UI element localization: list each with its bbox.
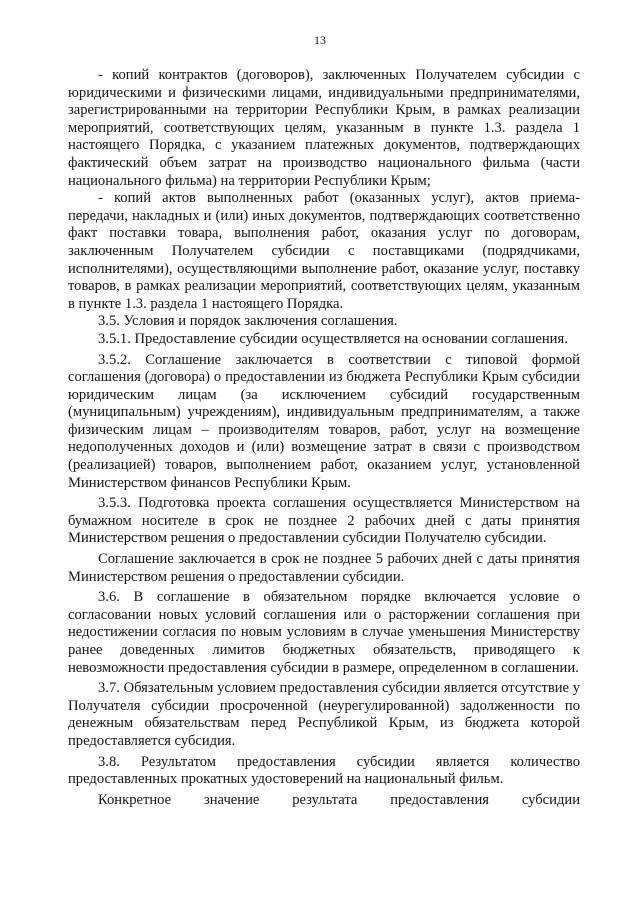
paragraph-3-6: 3.6. В соглашение в обязательном порядке включается условие о согласовании новых условий соглашения или о расторжении соглашения при недостижении согласия по новым условиям в случае уменьшения Министерству ранее доведенных лимитов бюджетных обязательств, приводящего к невозможности предоставления субсидии в размере, определенном в соглашении. [68,589,580,676]
paragraph-result-value: Конкретное значение результата предоставления субсидии [98,791,580,808]
page-number: 13 [314,33,326,47]
document-body [68,67,580,809]
paragraph-3-5-1: 3.5.1. Предоставление субсидии осуществляется на основании соглашения. [98,330,568,347]
paragraph-3-7: 3.7. Обязательным условием предоставления субсидии является отсутствие у Получателя субсидии просроченной (неурегулированной) задолженности по денежным обязательствам перед Республикой Крым, из бюджета которой предоставляется субсидия. [68,680,580,749]
paragraph-3-8: 3.8. Результатом предоставления субсидии является количество предоставленных прокатных удостоверений на национальный фильм. [68,753,580,788]
paragraph-3-5-2: 3.5.2. Соглашение заключается в соответствии с типовой формой соглашения (договора) о предоставлении из бюджета Республики Крым субсидии юридическим лицам (за исключением субсидий государственным (муниципальным) учреждениям), индивидуальным предпринимателям, а также физическим лицам – производителям товаров, работ, услуг на возмещение недополученных доходов и (или) возмещение затрат в связи с производством (реализацией) товаров, выполнением работ, оказанием услуг, установленной Министерством финансов Республики Крым. [68,351,580,491]
paragraph-agreement-term: Соглашение заключается в срок не позднее 5 рабочих дней с даты принятия Министерством решения о предоставлении субсидии. [68,551,580,585]
paragraph-3-5: 3.5. Условия и порядок заключения соглашения. [98,313,398,330]
paragraph-acts-copies: - копий актов выполненных работ (оказанных услуг), актов приема-передачи, накладных и (или) иных документов, подтверждающих соответственно факт поставки товара, выполнения работ, оказания услуг по договорам, заключенным Получателем субсидии с поставщиками (подрядчиками, исполнителями), осуществляющими выполнение работ, оказание услуг, поставку товаров, в рамках реализации мероприятий, соответствующих целям, указанным в пункте 1.3. раздела 1 настоящего Порядка. [68,190,580,312]
paragraph-contract-copies: - копий контрактов (договоров), заключенных Получателем субсидии с юридическими и физическими лицами, индивидуальными предпринимателями, зарегистрированными на территории Республики Крым, в рамках реализации мероприятий, соответствующих целям, указанным в пункте 1.3. раздела 1 настоящего Порядка, с указанием платежных документов, подтверждающих фактический объем затрат на производство национального фильма (части национального фильма) на территории Республики Крым; [68,67,580,189]
paragraph-3-5-3: 3.5.3. Подготовка проекта соглашения осуществляется Министерством на бумажном носителе в срок не позднее 2 рабочих дней с даты принятия Министерством решения о предоставлении субсидии Получателю субсидии. [68,495,580,547]
